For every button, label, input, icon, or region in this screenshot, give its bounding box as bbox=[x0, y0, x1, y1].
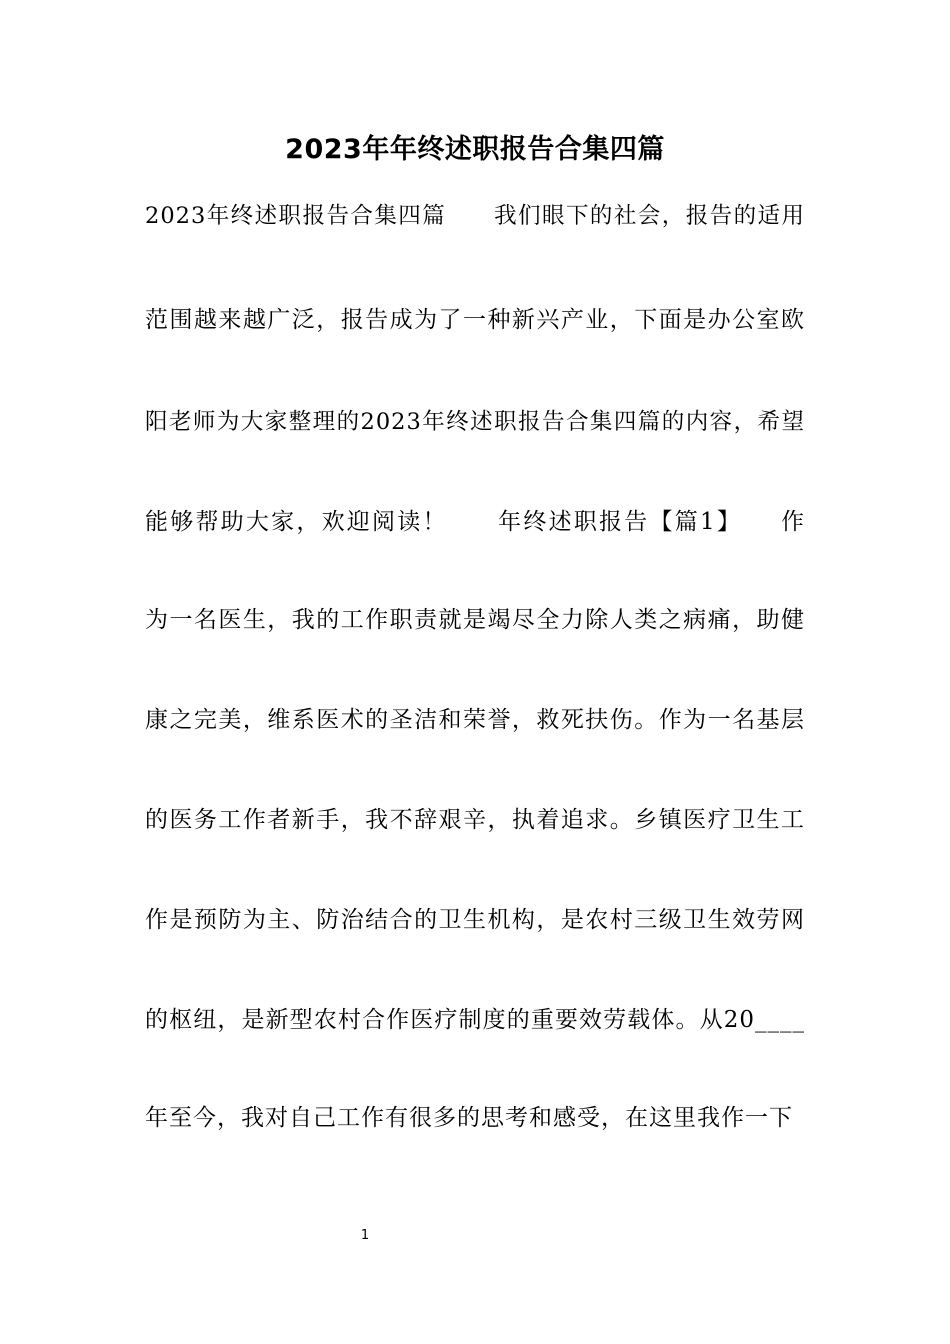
body-text-line: 阳老师为大家整理的2023年终述职报告合集四篇的内容，希望 bbox=[145, 409, 805, 435]
page-number: 1 bbox=[360, 1228, 370, 1243]
body-text-line: 康之完美，维系医术的圣洁和荣誉，救死扶伤。作为一名基层 bbox=[145, 707, 805, 733]
body-text-line: 作是预防为主、防治结合的卫生机构，是农村三级卫生效劳网 bbox=[145, 907, 805, 933]
body-text-line: 年至今，我对自己工作有很多的思考和感受，在这里我作一下 bbox=[145, 1105, 793, 1131]
body-text-line: 的医务工作者新手，我不辞艰辛，执着追求。乡镇医疗卫生工 bbox=[145, 807, 805, 833]
body-text-line: 范围越来越广泛，报告成为了一种新兴产业，下面是办公室欧 bbox=[145, 307, 805, 333]
body-text-line: 能够帮助大家，欢迎阅读！ 年终述职报告【篇1】 作 bbox=[145, 509, 805, 535]
body-text-line: 2023年终述职报告合集四篇 我们眼下的社会，报告的适用 bbox=[145, 203, 805, 229]
body-text-line: 为一名医生，我的工作职责就是竭尽全力除人类之病痛，助健 bbox=[145, 607, 805, 633]
body-text-line: 的枢纽，是新型农村合作医疗制度的重要效劳载体。从20____ bbox=[145, 1007, 805, 1033]
document-title: 2023年年终述职报告合集四篇 bbox=[285, 134, 665, 165]
